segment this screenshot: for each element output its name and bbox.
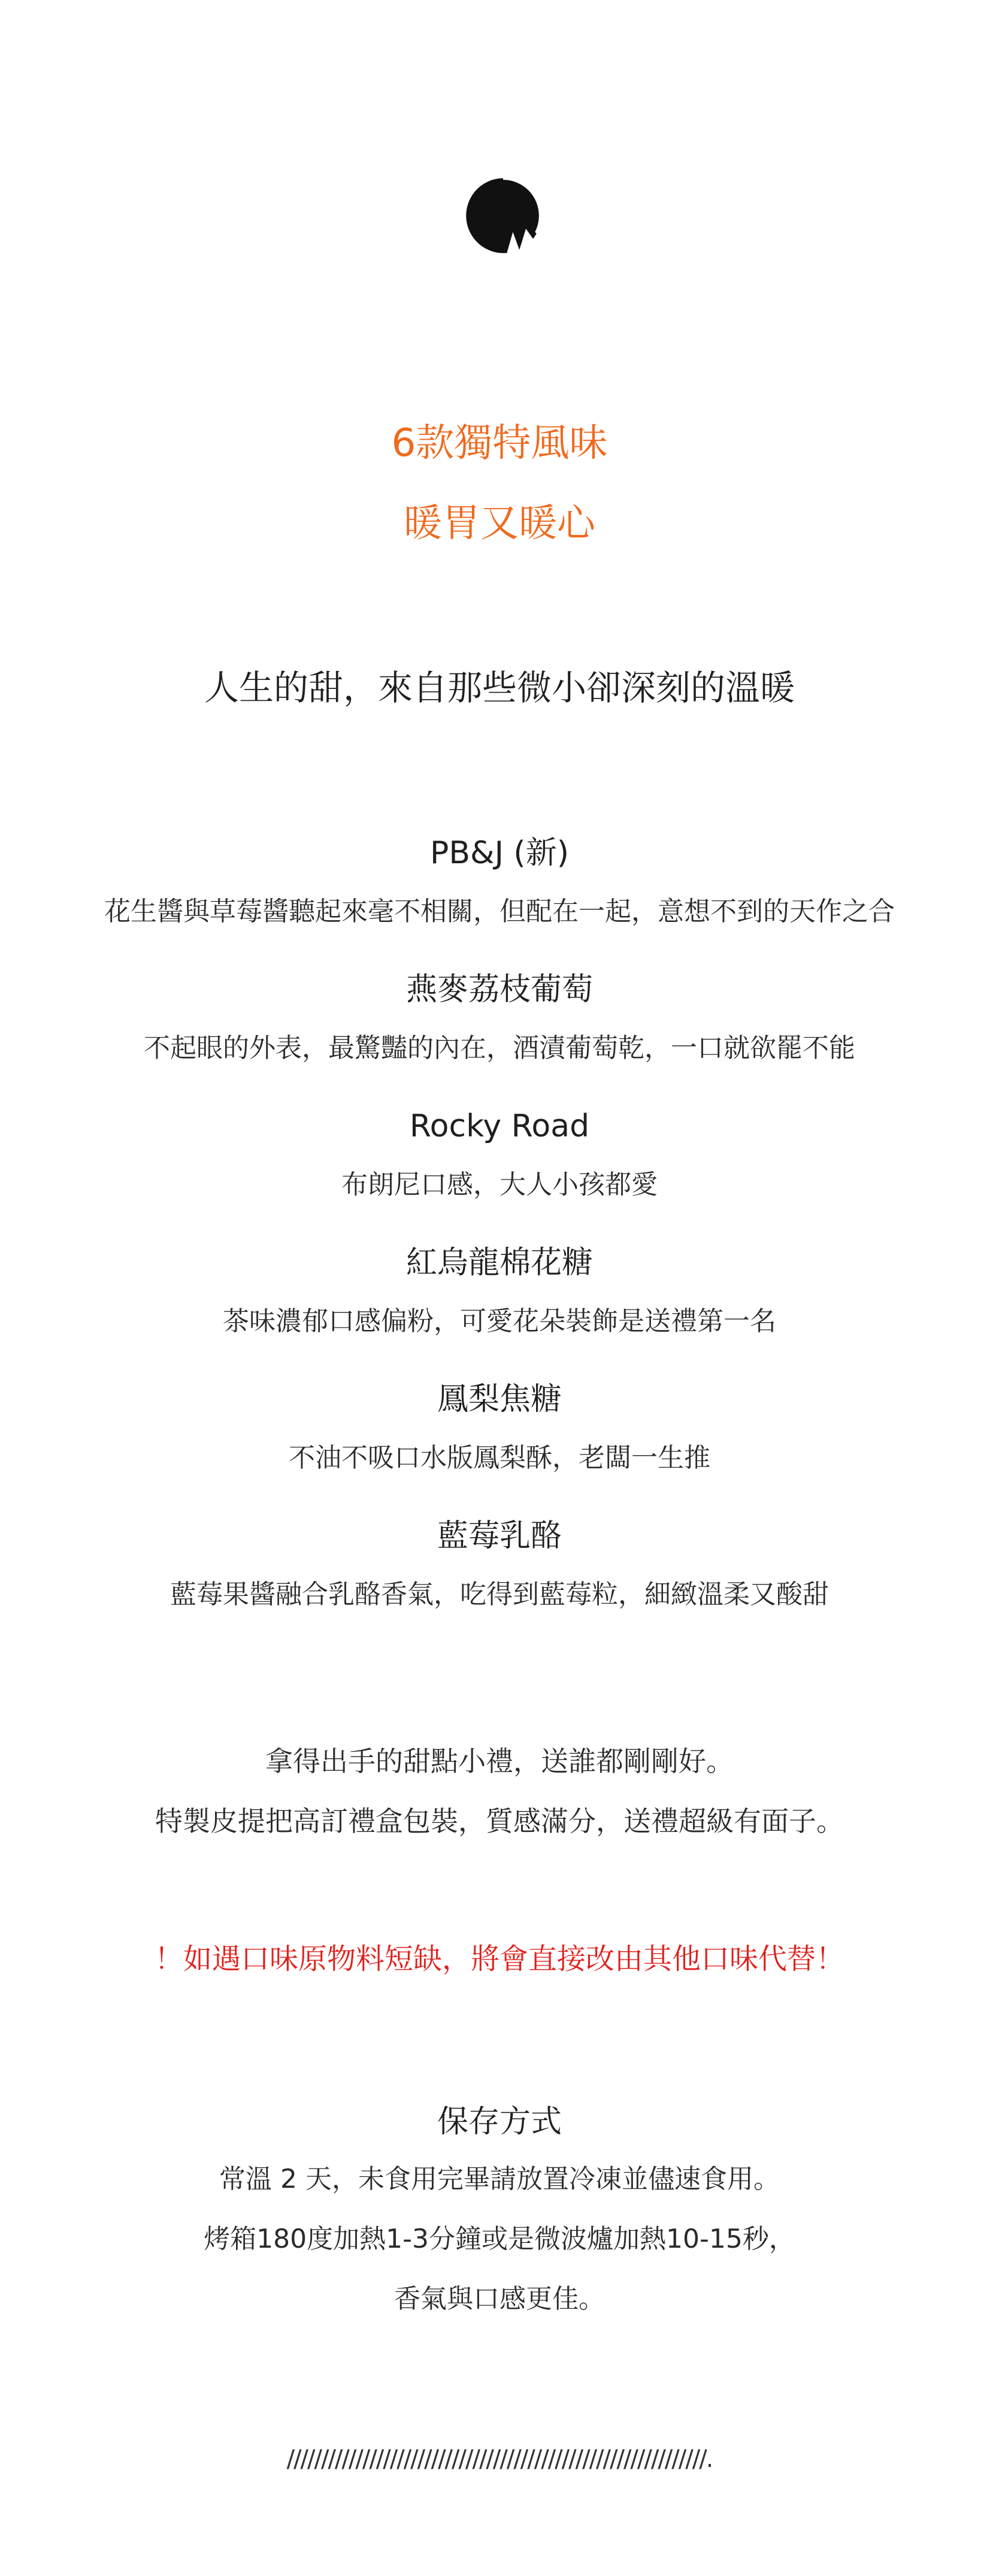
- flavor-name: 紅烏龍棉花糖: [405, 1245, 593, 1281]
- headline-line-2: 暖胃又暖心: [404, 501, 595, 546]
- flavor-name: 鳳梨焦糖: [437, 1381, 562, 1417]
- flavor-description: 茶味濃郁口感偏粉，可愛花朵裝飾是送禮第一名: [223, 1306, 776, 1337]
- storage-title: 保存方式: [437, 2104, 562, 2140]
- storage-line: 香氣與口感更佳。: [394, 2284, 605, 2314]
- gift-line-1: 拿得出手的甜點小禮，送誰都剛剛好。: [265, 1745, 734, 1777]
- flavor-description: 藍莓果醬融合乳酪香氣，吃得到藍莓粒，細緻溫柔又酸甜: [170, 1579, 829, 1610]
- substitution-warning: ！如遇口味原物料短缺，將會直接改由其他口味代替！: [154, 1942, 844, 1976]
- dark-circle-bite-icon: [462, 175, 544, 256]
- slash-divider: /////////////////////////////////////////////////////////////.: [286, 2445, 713, 2473]
- flavor-name: 藍莓乳酪: [437, 1518, 562, 1554]
- gift-line-2: 特製皮提把高訂禮盒包裝，質感滿分，送禮超級有面子。: [155, 1805, 844, 1837]
- flavor-description: 不油不吸口水版鳳梨酥，老闆一生推: [289, 1443, 710, 1473]
- flavor-description: 布朗尼口感，大人小孩都愛: [341, 1169, 658, 1200]
- storage-line: 常溫 2 天，未食用完畢請放置冷凍並儘速食用。: [219, 2164, 780, 2194]
- flavor-name: Rocky Road: [409, 1108, 590, 1144]
- flavor-description: 不起眼的外表，最驚豔的內在，酒漬葡萄乾，一口就欲罷不能: [144, 1033, 855, 1063]
- flavor-description: 花生醬與草莓醬聽起來毫不相關，但配在一起，意想不到的天作之合: [104, 896, 895, 927]
- tagline: 人生的甜，來自那些微小卻深刻的溫暖: [204, 667, 795, 708]
- flavor-name: PB&J (新): [429, 835, 570, 871]
- storage-line: 烤箱180度加熱1-3分鐘或是微波爐加熱10-15秒，: [204, 2224, 795, 2254]
- flavor-name: 燕麥荔枝葡萄: [405, 972, 593, 1008]
- headline-line-1: 6款獨特風味: [391, 421, 608, 465]
